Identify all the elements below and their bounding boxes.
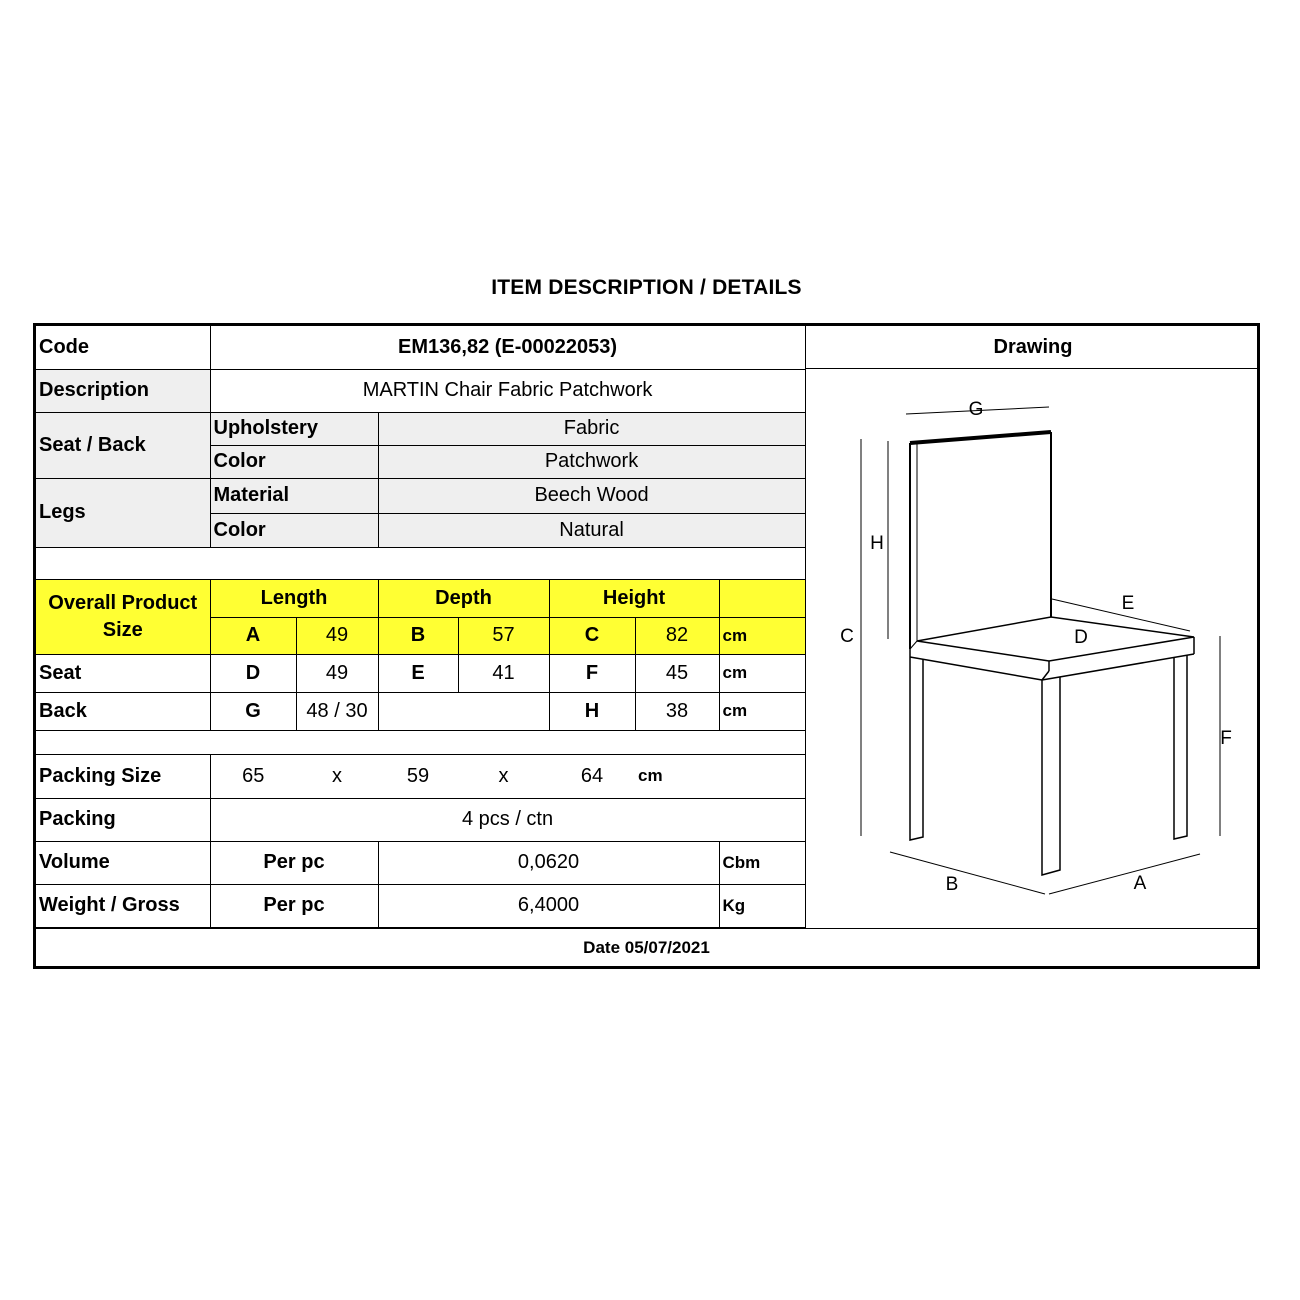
weight-label: Weight / Gross (36, 884, 210, 927)
dim-a-value: 49 (296, 617, 378, 654)
spacer-row-2 (36, 730, 805, 754)
date-footer: Date 05/07/2021 (36, 928, 1257, 966)
weight-unit: Kg (719, 884, 805, 927)
spec-table (36, 326, 806, 928)
dim-f-value: 45 (635, 654, 719, 692)
packing-unit: cm (635, 754, 719, 798)
dim-d-letter: D (210, 654, 296, 692)
page-title: ITEM DESCRIPTION / DETAILS (491, 276, 802, 299)
back-blank (378, 692, 549, 730)
packing-width: 59 (378, 754, 458, 798)
seat-color-label: Color (210, 445, 378, 478)
volume-unit: Cbm (719, 841, 805, 884)
spec-sheet (33, 323, 1260, 969)
dim-h-value: 38 (635, 692, 719, 730)
code-label: Code (36, 326, 210, 369)
label-a: A (1133, 873, 1147, 894)
dim-c-value: 82 (635, 617, 719, 654)
dim-a-letter: A (210, 617, 296, 654)
overall-unit: cm (719, 617, 805, 654)
volume-value: 0,0620 (378, 841, 719, 884)
leg-front-left (1042, 677, 1060, 875)
seat-dims-label: Seat (36, 654, 210, 692)
description-value: MARTIN Chair Fabric Patchwork (210, 369, 805, 412)
label-e: E (1121, 593, 1135, 614)
description-label: Description (36, 369, 210, 412)
code-value: EM136,82 (E-00022053) (210, 326, 805, 369)
dim-h-letter: H (549, 692, 635, 730)
drawing-panel (805, 326, 1260, 928)
overall-size-label: Overall Product Size (36, 579, 210, 654)
label-d: D (1074, 627, 1088, 648)
chair-drawing (806, 369, 1258, 926)
length-header: Length (210, 579, 378, 617)
leg-front-right (1174, 655, 1187, 839)
label-c: C (840, 626, 854, 647)
overall-blank (719, 579, 805, 617)
packing-x2: x (458, 754, 549, 798)
packing-size-label: Packing Size (36, 754, 210, 798)
packing-value: 4 pcs / ctn (210, 798, 805, 841)
packing-label: Packing (36, 798, 210, 841)
leg-back-left (910, 657, 923, 840)
legs-material-value: Beech Wood (378, 478, 805, 513)
back-unit: cm (719, 692, 805, 730)
packing-blank (719, 754, 805, 798)
label-h: H (870, 533, 884, 554)
seat-unit: cm (719, 654, 805, 692)
dim-d-value: 49 (296, 654, 378, 692)
weight-per: Per pc (210, 884, 378, 927)
dim-line-a (1049, 854, 1200, 894)
packing-x1: x (296, 754, 378, 798)
dim-g-value: 48 / 30 (296, 692, 378, 730)
seat-top (917, 617, 1194, 661)
legs-color-label: Color (210, 513, 378, 547)
legs-label: Legs (36, 478, 210, 547)
packing-height: 64 (549, 754, 635, 798)
packing-length: 65 (210, 754, 296, 798)
label-f: F (1220, 728, 1232, 749)
backrest-top (910, 432, 1051, 443)
seat-back-label: Seat / Back (36, 412, 210, 478)
label-g: G (968, 399, 984, 420)
legs-color-value: Natural (378, 513, 805, 547)
dim-b-value: 57 (458, 617, 549, 654)
dim-e-letter: E (378, 654, 458, 692)
volume-per: Per pc (210, 841, 378, 884)
dim-line-b (890, 852, 1045, 894)
dim-f-letter: F (549, 654, 635, 692)
dim-b-letter: B (378, 617, 458, 654)
label-b: B (945, 874, 959, 895)
dim-g-letter: G (210, 692, 296, 730)
drawing-header: Drawing (806, 326, 1260, 369)
weight-value: 6,4000 (378, 884, 719, 927)
spacer-row (36, 547, 805, 579)
back-dims-label: Back (36, 692, 210, 730)
height-header: Height (549, 579, 719, 617)
dim-e-value: 41 (458, 654, 549, 692)
seat-color-value: Patchwork (378, 445, 805, 478)
upholstery-label: Upholstery (210, 412, 378, 445)
dim-c-letter: C (549, 617, 635, 654)
upholstery-value: Fabric (378, 412, 805, 445)
volume-label: Volume (36, 841, 210, 884)
legs-material-label: Material (210, 478, 378, 513)
depth-header: Depth (378, 579, 549, 617)
